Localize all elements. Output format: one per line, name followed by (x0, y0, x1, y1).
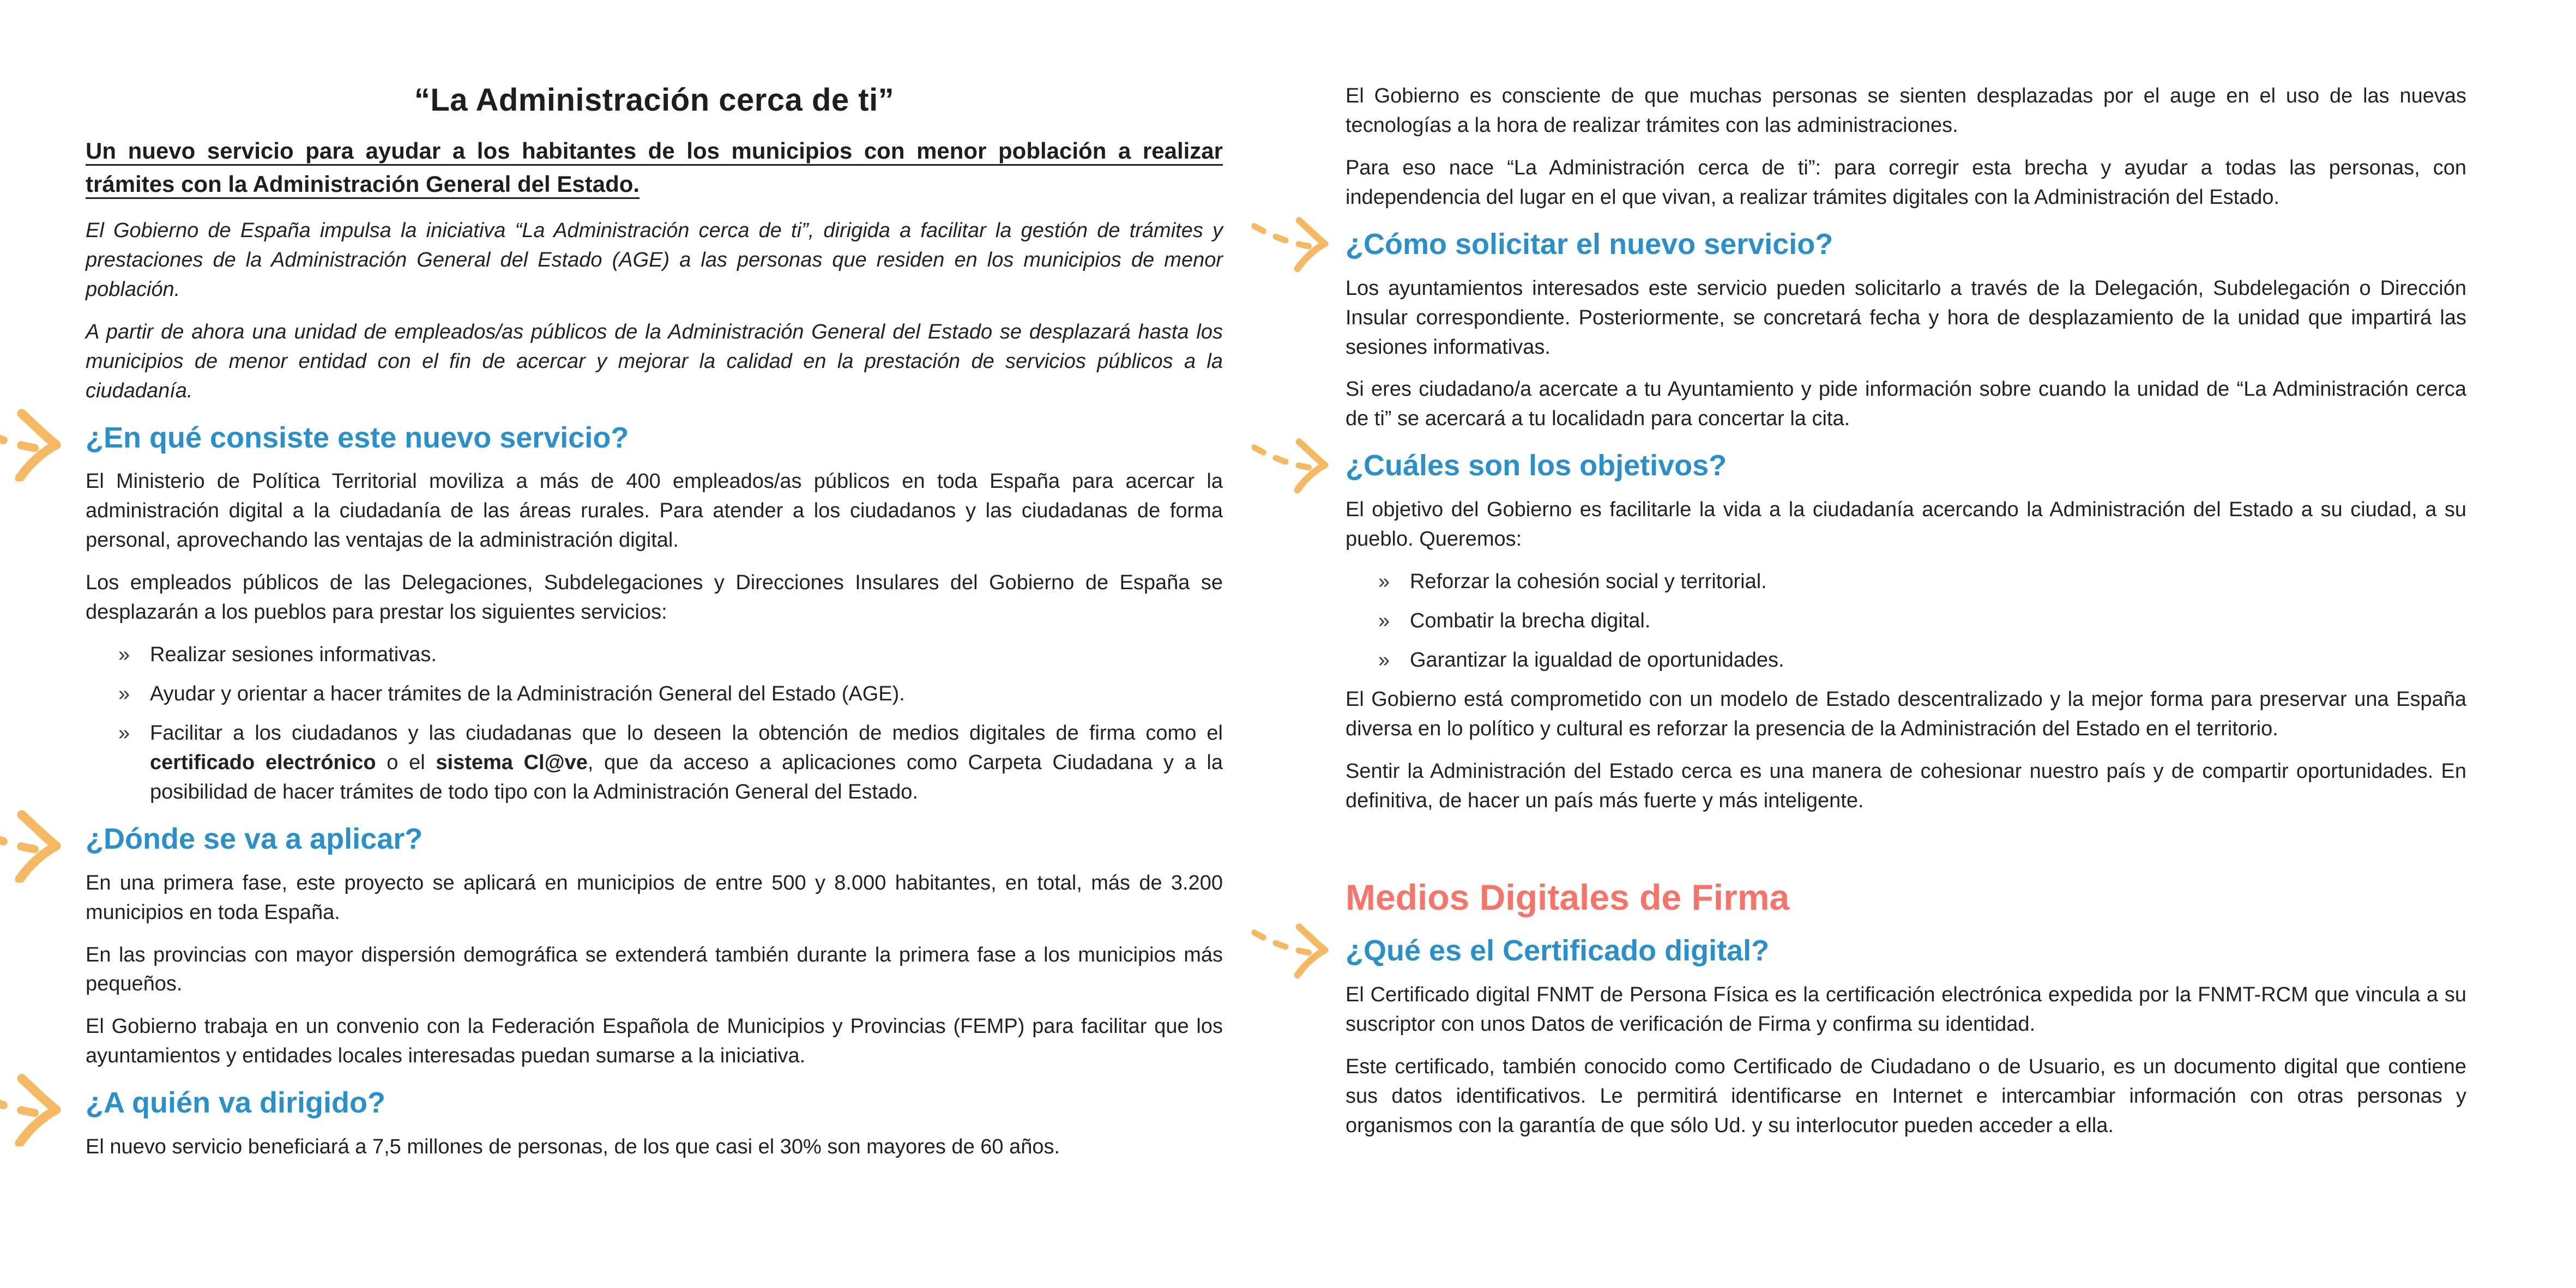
list-item (118, 719, 1223, 807)
paragraph: Si eres ciudadano/a acercate a tu Ayuntamiento y pide información sobre cuando la unidad de “La Administración cerca de ti” se acercará a tu localidadn para concertar la cita. (1346, 378, 2466, 431)
paragraph: El Ministerio de Política Territorial moviliza a más de 400 empleados/as públicos en toda España para acercar la administración digital a la ciudadanía de las áreas rurales. Para atender a los ciudadanos y las ciudadanas de forma personal, aprovechando las ventajas de la administración digital. (86, 470, 1223, 552)
bold-certificado-electronico: certificado electrónico (150, 751, 376, 774)
services-list (86, 640, 1223, 807)
section-heading-cuales-objetivos (1346, 448, 2466, 483)
paragraph: Los empleados públicos de las Delegaciones, Subdelegaciones y Direcciones Insulares del Gobierno de España se desplazarán a los pueblos para prestar los siguientes servicios: (86, 571, 1223, 624)
right-column (1346, 82, 2466, 1154)
page-title: “La Administración cerca de ti” (414, 82, 895, 118)
intro-paragraph-2: A partir de ahora una unidad de empleados/as públicos de la Administración General del Estado se desplazará hasta los municipios de menor entidad con el fin de acercar y mejorar la calidad en la prestación de servicios públicos a la ciudadanía. (86, 320, 1223, 402)
bullet-marker: » (1378, 570, 1390, 594)
paragraph: Sentir la Administración del Estado cerca es una manera de cohesionar nuestro país y de compartir oportunidades. En definitiva, de hacer un país más fuerte y más inteligente. (1346, 759, 2466, 812)
paragraph: Los ayuntamientos interesados este servicio pueden solicitarlo a través de la Delegación, Subdelegación o Dirección Insular correspondiente. Posteriormente, se concretará fecha y hora de desplazamiento de la unidad que impartirá las sesiones informativas. (1346, 276, 2466, 359)
paragraph: En las provincias con mayor dispersión demográfica se extenderá también durante la primera fase a los municipios más pequeños. (86, 943, 1223, 996)
section-heading-label: ¿A quién va dirigido? (86, 1086, 385, 1120)
section-heading-certificado-digital (1346, 933, 2466, 969)
section-heading-label: ¿En qué consiste este nuevo servicio? (86, 421, 629, 454)
section-heading-quien-dirigido (86, 1085, 1223, 1121)
list-item (1378, 567, 2466, 597)
section-heading-como-solicitar (1346, 227, 2466, 262)
dashed-arrow-icon (1252, 426, 1340, 498)
bullet-marker: » (1378, 648, 1390, 672)
list-item (1378, 646, 2466, 675)
list-item-text: o el (376, 751, 436, 774)
dashed-arrow-icon (1252, 205, 1340, 277)
dashed-arrow-icon (0, 802, 86, 882)
list-item-text: , que da acceso a aplicaciones como Carpeta Ciudadana y a la posibilidad de hacer trámites de todo tipo con la Administración General del Estado. (150, 751, 1223, 803)
paragraph: El Gobierno trabaja en un convenio con la Federación Española de Municipios y Provincias (FEMP) para facilitar que los ayuntamientos y entidades locales interesadas puedan sumarse a la iniciativa. (86, 1015, 1223, 1068)
list-item (118, 680, 1223, 709)
paragraph: Este certificado, también conocido como Certificado de Ciudadano o de Usuario, es un documento digital que contiene sus datos identificativos. Le permitirá identificarse en Internet e intercambiar información con otras personas y organismos con la garantía de que sólo Ud. y su interlocutor pueden acceder a ella. (1346, 1055, 2466, 1137)
list-item (1378, 607, 2466, 636)
dashed-arrow-icon (1252, 911, 1340, 983)
paragraph: El Gobierno es consciente de que muchas personas se sienten desplazadas por el auge en el uso de las nuevas tecnologías a la hora de realizar trámites con las administraciones. (1346, 84, 2466, 137)
section-heading-donde-aplicar (86, 821, 1223, 857)
section-heading-medios-digitales: Medios Digitales de Firma (1346, 876, 1790, 917)
dashed-arrow-icon (0, 1066, 86, 1146)
list-item-text: Ayudar y orientar a hacer trámites de la Administración General del Estado (AGE). (150, 682, 905, 706)
paragraph: El Gobierno está comprometido con un modelo de Estado descentralizado y la mejor forma para preservar una España diversa en lo político y cultural es reforzar la presencia de la Administración del Estado en el territorio. (1346, 687, 2466, 740)
objectives-list (1346, 567, 2466, 675)
list-item-text: Combatir la brecha digital. (1410, 609, 1651, 633)
bold-sistema-clave: sistema Cl@ve (436, 751, 588, 774)
left-column (86, 82, 1223, 1175)
section-heading-que-consiste (86, 420, 1223, 456)
section-heading-label: ¿Dónde se va a aplicar? (86, 822, 423, 855)
paragraph: El Certificado digital FNMT de Persona Física es la certificación electrónica expedida por la FNMT-RCM que vincula a su suscriptor con unos Datos de verificación de Firma y confirma su identidad. (1346, 983, 2466, 1036)
bullet-marker: » (118, 721, 130, 745)
section-heading-label: ¿Qué es el Certificado digital? (1346, 934, 1770, 967)
list-item-text: Garantizar la igualdad de oportunidades. (1410, 648, 1784, 672)
paragraph: El nuevo servicio beneficiará a 7,5 millones de personas, de los que casi el 30% son mayores de 60 años. (86, 1135, 1060, 1159)
paragraph: En una primera fase, este proyecto se aplicará en municipios de entre 500 y 8.000 habitantes, en total, más de 3.200 municipios en toda España. (86, 871, 1223, 924)
subtitle: Un nuevo servicio para ayudar a los habitantes de los municipios con menor población a realizar trámites con la Administración General del Estado. (86, 138, 1223, 197)
list-item-text: Realizar sesiones informativas. (150, 643, 437, 667)
bullet-marker: » (118, 682, 130, 706)
paragraph: Para eso nace “La Administración cerca de ti”: para corregir esta brecha y ayudar a todas las personas, con independencia del lugar en el que vivan, a realizar trámites digitales con la Administración del Estado. (1346, 156, 2466, 209)
list-item-text: Reforzar la cohesión social y territorial. (1410, 570, 1767, 594)
bullet-marker: » (118, 643, 130, 667)
bullet-marker: » (1378, 609, 1390, 633)
section-heading-label: ¿Cuáles son los objetivos? (1346, 449, 1727, 482)
paragraph: El objetivo del Gobierno es facilitarle la vida a la ciudadanía acercando la Administración del Estado a su ciudad, a su pueblo. Queremos: (1346, 498, 2466, 551)
list-item-text: Facilitar a los ciudadanos y las ciudadanas que lo deseen la obtención de medios digitales de firma como el (150, 721, 1223, 745)
dashed-arrow-icon (0, 401, 86, 481)
intro-paragraph-1: El Gobierno de España impulsa la iniciativa “La Administración cerca de ti”, dirigida a facilitar la gestión de trámites y prestaciones de la Administración General del Estado (AGE) a las personas que residen en los municipios de menor población. (86, 219, 1223, 301)
section-heading-label: ¿Cómo solicitar el nuevo servicio? (1346, 227, 1833, 261)
list-item (118, 640, 1223, 670)
